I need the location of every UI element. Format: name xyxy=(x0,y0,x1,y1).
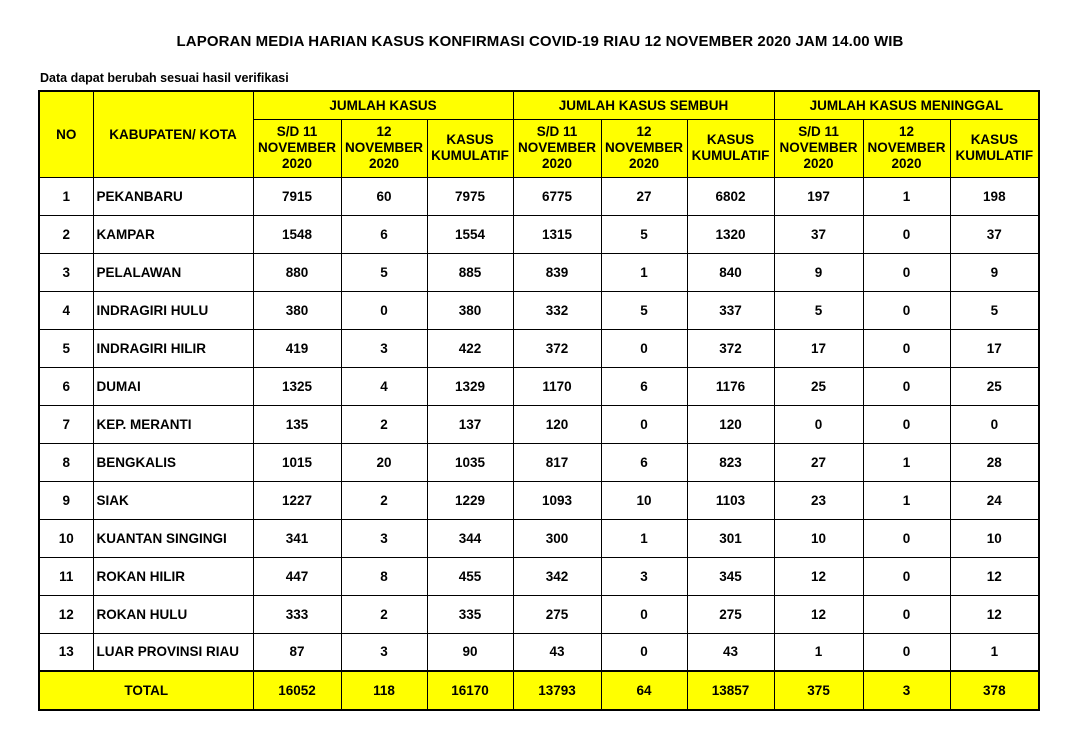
row-kabupaten: KUANTAN SINGINGI xyxy=(93,519,253,557)
row-no: 5 xyxy=(39,329,93,367)
row-value-cell: 337 xyxy=(687,291,774,329)
row-value-cell: 5 xyxy=(601,291,687,329)
total-cell: 13857 xyxy=(687,671,774,710)
row-kabupaten: SIAK xyxy=(93,481,253,519)
row-value-cell: 23 xyxy=(774,481,863,519)
row-value-cell: 2 xyxy=(341,595,427,633)
header-sub-sd11: S/D 11 NOVEMBER 2020 xyxy=(253,119,341,177)
header-sub-kumulatif: KASUS KUMULATIF xyxy=(687,119,774,177)
total-cell: 16052 xyxy=(253,671,341,710)
row-value-cell: 1035 xyxy=(427,443,513,481)
row-value-cell: 27 xyxy=(774,443,863,481)
row-value-cell: 447 xyxy=(253,557,341,595)
row-no: 8 xyxy=(39,443,93,481)
row-value-cell: 0 xyxy=(774,405,863,443)
row-value-cell: 7975 xyxy=(427,177,513,215)
row-value-cell: 1325 xyxy=(253,367,341,405)
row-value-cell: 823 xyxy=(687,443,774,481)
row-value-cell: 301 xyxy=(687,519,774,557)
row-value-cell: 28 xyxy=(950,443,1039,481)
row-value-cell: 43 xyxy=(687,633,774,671)
row-kabupaten: KAMPAR xyxy=(93,215,253,253)
row-value-cell: 17 xyxy=(950,329,1039,367)
header-no: NO xyxy=(39,91,93,177)
row-value-cell: 9 xyxy=(950,253,1039,291)
row-value-cell: 344 xyxy=(427,519,513,557)
row-value-cell: 300 xyxy=(513,519,601,557)
row-kabupaten: DUMAI xyxy=(93,367,253,405)
total-cell: 16170 xyxy=(427,671,513,710)
row-value-cell: 9 xyxy=(774,253,863,291)
row-value-cell: 5 xyxy=(950,291,1039,329)
row-value-cell: 0 xyxy=(863,329,950,367)
row-no: 3 xyxy=(39,253,93,291)
row-value-cell: 197 xyxy=(774,177,863,215)
header-kabupaten: KABUPATEN/ KOTA xyxy=(93,91,253,177)
row-value-cell: 90 xyxy=(427,633,513,671)
row-value-cell: 332 xyxy=(513,291,601,329)
header-group-jumlah-kasus: JUMLAH KASUS xyxy=(253,91,513,119)
row-kabupaten: KEP. MERANTI xyxy=(93,405,253,443)
row-value-cell: 17 xyxy=(774,329,863,367)
row-value-cell: 885 xyxy=(427,253,513,291)
total-cell: 375 xyxy=(774,671,863,710)
row-value-cell: 1548 xyxy=(253,215,341,253)
row-value-cell: 0 xyxy=(863,633,950,671)
row-kabupaten: PELALAWAN xyxy=(93,253,253,291)
row-value-cell: 37 xyxy=(950,215,1039,253)
table-row xyxy=(39,481,1039,519)
row-no: 4 xyxy=(39,291,93,329)
row-value-cell: 12 xyxy=(774,557,863,595)
row-value-cell: 0 xyxy=(863,367,950,405)
table-row xyxy=(39,253,1039,291)
row-value-cell: 6 xyxy=(601,367,687,405)
row-value-cell: 1176 xyxy=(687,367,774,405)
row-value-cell: 839 xyxy=(513,253,601,291)
header-group-kasus-sembuh: JUMLAH KASUS SEMBUH xyxy=(513,91,774,119)
row-value-cell: 20 xyxy=(341,443,427,481)
row-value-cell: 12 xyxy=(950,557,1039,595)
row-value-cell: 0 xyxy=(863,519,950,557)
row-value-cell: 5 xyxy=(601,215,687,253)
row-no: 1 xyxy=(39,177,93,215)
table-row xyxy=(39,557,1039,595)
row-value-cell: 10 xyxy=(601,481,687,519)
row-value-cell: 43 xyxy=(513,633,601,671)
row-no: 11 xyxy=(39,557,93,595)
row-value-cell: 1 xyxy=(863,481,950,519)
row-value-cell: 455 xyxy=(427,557,513,595)
row-value-cell: 4 xyxy=(341,367,427,405)
row-value-cell: 3 xyxy=(341,633,427,671)
row-value-cell: 0 xyxy=(601,633,687,671)
row-value-cell: 1093 xyxy=(513,481,601,519)
table-body xyxy=(39,177,1039,671)
row-value-cell: 120 xyxy=(687,405,774,443)
header-sub-sd11: S/D 11 NOVEMBER 2020 xyxy=(513,119,601,177)
row-value-cell: 135 xyxy=(253,405,341,443)
row-value-cell: 1320 xyxy=(687,215,774,253)
row-kabupaten: ROKAN HILIR xyxy=(93,557,253,595)
row-value-cell: 3 xyxy=(341,329,427,367)
row-value-cell: 0 xyxy=(863,215,950,253)
row-value-cell: 1103 xyxy=(687,481,774,519)
row-value-cell: 24 xyxy=(950,481,1039,519)
header-sub-kumulatif: KASUS KUMULATIF xyxy=(427,119,513,177)
covid-case-table xyxy=(38,90,1040,711)
row-kabupaten: INDRAGIRI HILIR xyxy=(93,329,253,367)
row-value-cell: 0 xyxy=(601,329,687,367)
row-value-cell: 1 xyxy=(601,519,687,557)
header-sub-kumulatif: KASUS KUMULATIF xyxy=(950,119,1039,177)
total-cell: 118 xyxy=(341,671,427,710)
row-no: 12 xyxy=(39,595,93,633)
row-value-cell: 335 xyxy=(427,595,513,633)
row-value-cell: 1329 xyxy=(427,367,513,405)
row-value-cell: 2 xyxy=(341,405,427,443)
row-value-cell: 87 xyxy=(253,633,341,671)
row-value-cell: 0 xyxy=(863,595,950,633)
row-no: 9 xyxy=(39,481,93,519)
row-value-cell: 275 xyxy=(687,595,774,633)
row-value-cell: 1 xyxy=(863,443,950,481)
table-row xyxy=(39,519,1039,557)
row-kabupaten: BENGKALIS xyxy=(93,443,253,481)
table-row xyxy=(39,329,1039,367)
row-value-cell: 817 xyxy=(513,443,601,481)
row-value-cell: 342 xyxy=(513,557,601,595)
row-value-cell: 0 xyxy=(601,405,687,443)
total-label: TOTAL xyxy=(39,671,253,710)
header-sub-12nov: 12 NOVEMBER 2020 xyxy=(601,119,687,177)
row-value-cell: 0 xyxy=(863,557,950,595)
row-value-cell: 1315 xyxy=(513,215,601,253)
row-value-cell: 7915 xyxy=(253,177,341,215)
row-value-cell: 372 xyxy=(687,329,774,367)
row-value-cell: 372 xyxy=(513,329,601,367)
row-no: 7 xyxy=(39,405,93,443)
row-value-cell: 380 xyxy=(427,291,513,329)
row-no: 6 xyxy=(39,367,93,405)
row-value-cell: 1554 xyxy=(427,215,513,253)
row-value-cell: 1 xyxy=(601,253,687,291)
row-value-cell: 137 xyxy=(427,405,513,443)
row-value-cell: 27 xyxy=(601,177,687,215)
row-value-cell: 25 xyxy=(774,367,863,405)
row-value-cell: 10 xyxy=(950,519,1039,557)
row-value-cell: 6775 xyxy=(513,177,601,215)
row-value-cell: 0 xyxy=(950,405,1039,443)
table-row xyxy=(39,595,1039,633)
row-value-cell: 6802 xyxy=(687,177,774,215)
row-value-cell: 419 xyxy=(253,329,341,367)
row-no: 13 xyxy=(39,633,93,671)
row-value-cell: 0 xyxy=(863,405,950,443)
row-kabupaten: PEKANBARU xyxy=(93,177,253,215)
row-value-cell: 1 xyxy=(774,633,863,671)
row-value-cell: 345 xyxy=(687,557,774,595)
header-sub-12nov: 12 NOVEMBER 2020 xyxy=(863,119,950,177)
table-row xyxy=(39,405,1039,443)
row-value-cell: 422 xyxy=(427,329,513,367)
row-kabupaten: INDRAGIRI HULU xyxy=(93,291,253,329)
row-value-cell: 12 xyxy=(950,595,1039,633)
row-kabupaten: ROKAN HULU xyxy=(93,595,253,633)
row-value-cell: 3 xyxy=(601,557,687,595)
row-value-cell: 6 xyxy=(601,443,687,481)
row-value-cell: 333 xyxy=(253,595,341,633)
row-value-cell: 1227 xyxy=(253,481,341,519)
header-sub-sd11: S/D 11 NOVEMBER 2020 xyxy=(774,119,863,177)
total-cell: 378 xyxy=(950,671,1039,710)
report-title: LAPORAN MEDIA HARIAN KASUS KONFIRMASI COVID-19 RIAU 12 NOVEMBER 2020 JAM 14.00 WIB xyxy=(176,33,904,50)
row-kabupaten: LUAR PROVINSI RIAU xyxy=(93,633,253,671)
row-value-cell: 0 xyxy=(341,291,427,329)
row-value-cell: 0 xyxy=(863,291,950,329)
table-row xyxy=(39,367,1039,405)
row-value-cell: 37 xyxy=(774,215,863,253)
table-row xyxy=(39,215,1039,253)
row-value-cell: 5 xyxy=(774,291,863,329)
total-cell: 13793 xyxy=(513,671,601,710)
row-value-cell: 8 xyxy=(341,557,427,595)
table-row xyxy=(39,291,1039,329)
row-value-cell: 341 xyxy=(253,519,341,557)
row-value-cell: 880 xyxy=(253,253,341,291)
table-row xyxy=(39,177,1039,215)
row-value-cell: 60 xyxy=(341,177,427,215)
total-row xyxy=(39,671,1039,710)
table-row xyxy=(39,443,1039,481)
row-value-cell: 840 xyxy=(687,253,774,291)
row-value-cell: 6 xyxy=(341,215,427,253)
row-value-cell: 2 xyxy=(341,481,427,519)
row-no: 2 xyxy=(39,215,93,253)
total-cell: 3 xyxy=(863,671,950,710)
row-value-cell: 1 xyxy=(863,177,950,215)
row-value-cell: 1 xyxy=(950,633,1039,671)
row-value-cell: 5 xyxy=(341,253,427,291)
row-value-cell: 1229 xyxy=(427,481,513,519)
row-no: 10 xyxy=(39,519,93,557)
row-value-cell: 25 xyxy=(950,367,1039,405)
total-cell: 64 xyxy=(601,671,687,710)
row-value-cell: 275 xyxy=(513,595,601,633)
row-value-cell: 1015 xyxy=(253,443,341,481)
header-sub-12nov: 12 NOVEMBER 2020 xyxy=(341,119,427,177)
verification-note: Data dapat berubah sesuai hasil verifikasi xyxy=(40,71,289,85)
table-row xyxy=(39,633,1039,671)
header-group-kasus-meninggal: JUMLAH KASUS MENINGGAL xyxy=(774,91,1039,119)
row-value-cell: 1170 xyxy=(513,367,601,405)
row-value-cell: 0 xyxy=(863,253,950,291)
row-value-cell: 3 xyxy=(341,519,427,557)
row-value-cell: 120 xyxy=(513,405,601,443)
row-value-cell: 12 xyxy=(774,595,863,633)
row-value-cell: 198 xyxy=(950,177,1039,215)
row-value-cell: 380 xyxy=(253,291,341,329)
row-value-cell: 0 xyxy=(601,595,687,633)
row-value-cell: 10 xyxy=(774,519,863,557)
